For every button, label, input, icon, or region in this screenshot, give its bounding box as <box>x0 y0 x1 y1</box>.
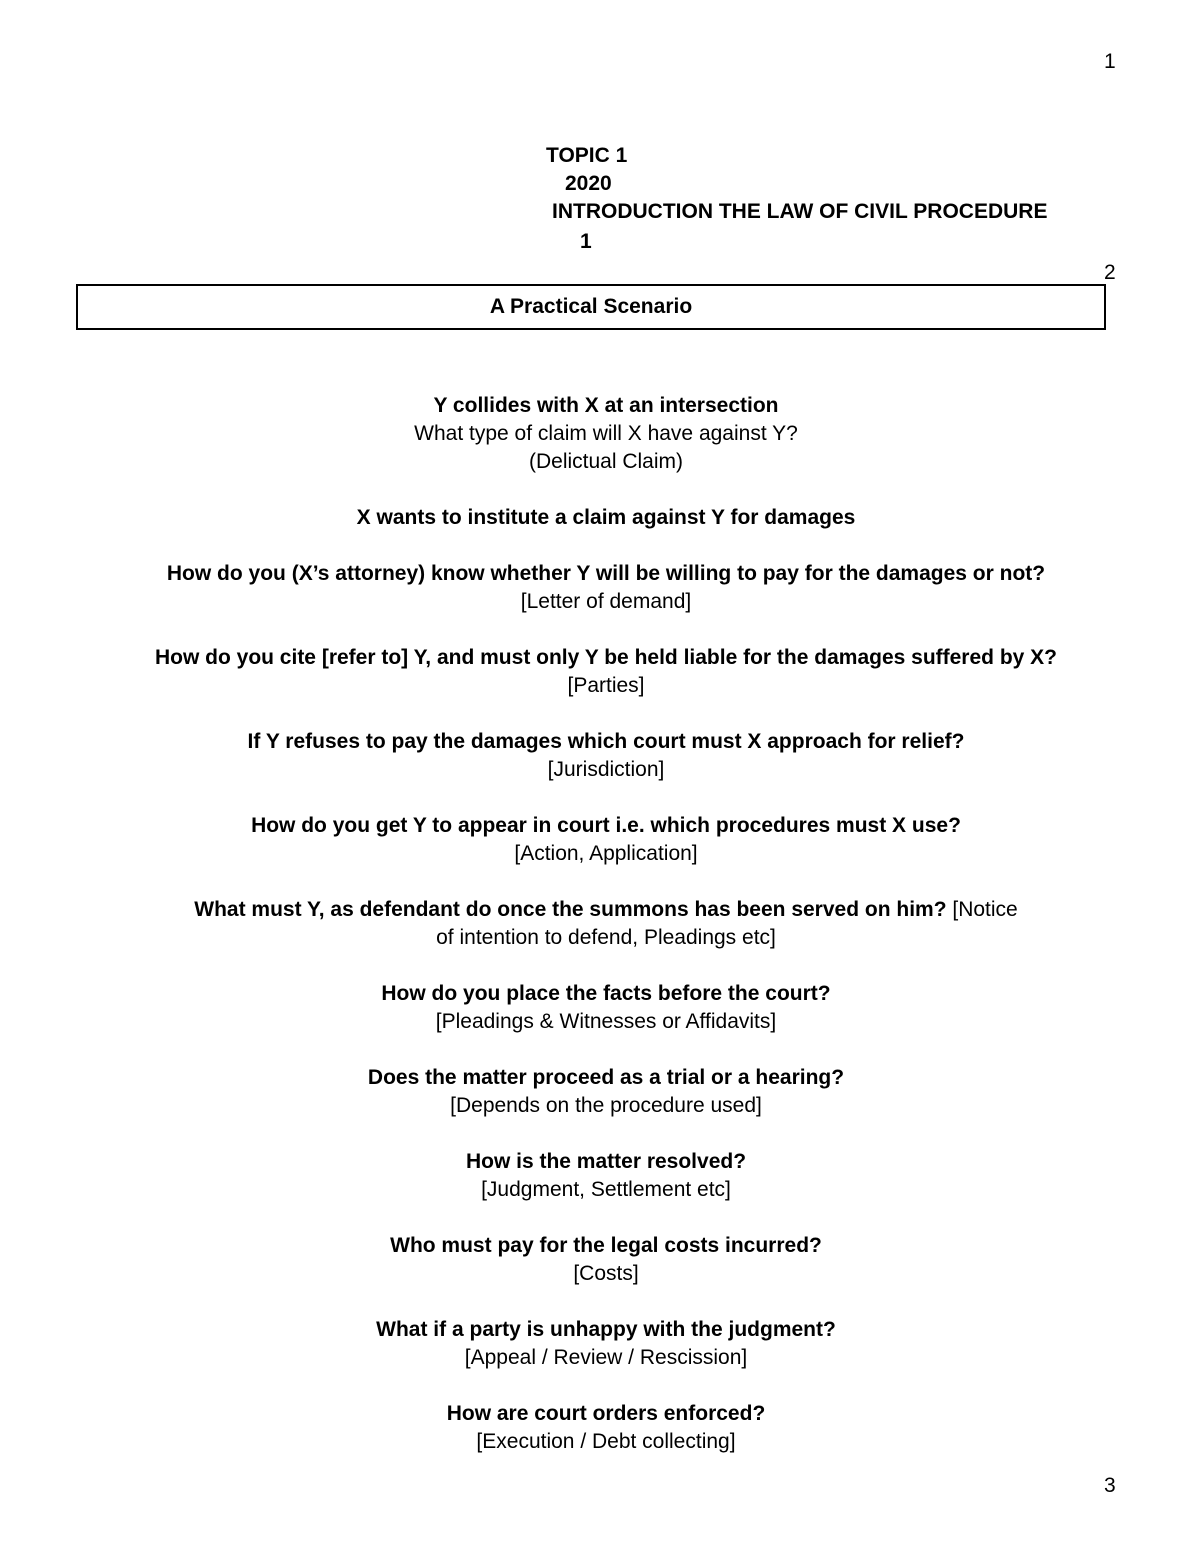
qa-item <box>0 1232 1200 1288</box>
qa-question: If Y refuses to pay the damages which court must X approach for relief? <box>247 730 965 753</box>
qa-question: How do you cite [refer to] Y, and must only Y be held liable for the damages suffered by X? <box>154 646 1057 669</box>
qa-answer: [Action, Application] <box>514 842 698 865</box>
qa-answer: What type of claim will X have against Y? <box>414 422 798 445</box>
qa-question: How do you get Y to appear in court i.e. which procedures must X use? <box>251 814 961 837</box>
qa-item <box>0 728 1200 784</box>
title-number: 1 <box>580 230 592 253</box>
year-title: 2020 <box>565 172 612 195</box>
qa-item <box>0 980 1200 1036</box>
qa-answer: [Judgment, Settlement etc] <box>481 1178 731 1201</box>
qa-item <box>0 644 1200 700</box>
qa-item <box>0 560 1200 616</box>
qa-question: What if a party is unhappy with the judgment? <box>376 1318 836 1341</box>
qa-question: How do you place the facts before the court? <box>381 982 831 1005</box>
qa-item <box>0 1064 1200 1120</box>
qa-item <box>0 812 1200 868</box>
qa-answer: (Delictual Claim) <box>528 450 684 473</box>
topic-title: TOPIC 1 <box>546 144 628 167</box>
course-title: INTRODUCTION THE LAW OF CIVIL PROCEDURE <box>552 200 1048 223</box>
qa-answer: [Appeal / Review / Rescission] <box>464 1346 748 1369</box>
qa-item <box>0 392 1200 476</box>
page-number-2: 2 <box>1104 261 1116 284</box>
qa-answer: [Jurisdiction] <box>547 758 665 781</box>
qa-question: How are court orders enforced? <box>446 1402 766 1425</box>
qa-question: Who must pay for the legal costs incurred? <box>390 1234 822 1257</box>
scenario-heading: A Practical Scenario <box>489 295 693 318</box>
qa-question: Y collides with X at an intersection <box>433 394 779 417</box>
qa-question: How is the matter resolved? <box>465 1150 747 1173</box>
qa-answer: [Execution / Debt collecting] <box>476 1430 736 1453</box>
qa-item <box>0 1400 1200 1456</box>
qa-question: What must Y, as defendant do once the summons has been served on him? <box>194 898 947 921</box>
page-number-1: 1 <box>1104 50 1116 73</box>
qa-list <box>0 392 1200 1456</box>
qa-item <box>0 504 1200 532</box>
qa-inline-answer: [Notice <box>946 898 1018 921</box>
qa-item <box>0 1316 1200 1372</box>
qa-question: How do you (X’s attorney) know whether Y will be willing to pay for the damages or not? <box>166 562 1046 585</box>
qa-question: Does the matter proceed as a trial or a hearing? <box>367 1066 845 1089</box>
qa-item <box>0 1148 1200 1204</box>
qa-answer: [Pleadings & Witnesses or Affidavits] <box>435 1010 777 1033</box>
qa-answer: [Letter of demand] <box>520 590 692 613</box>
qa-answer: [Depends on the procedure used] <box>450 1094 762 1117</box>
qa-answer: [Costs] <box>573 1262 639 1285</box>
qa-answer: [Parties] <box>567 674 645 697</box>
page-number-3: 3 <box>1104 1474 1116 1497</box>
qa-question: X wants to institute a claim against Y for damages <box>356 506 856 529</box>
qa-answer: of intention to defend, Pleadings etc] <box>436 926 776 949</box>
scenario-heading-box <box>76 284 1106 330</box>
qa-item <box>0 896 1200 952</box>
